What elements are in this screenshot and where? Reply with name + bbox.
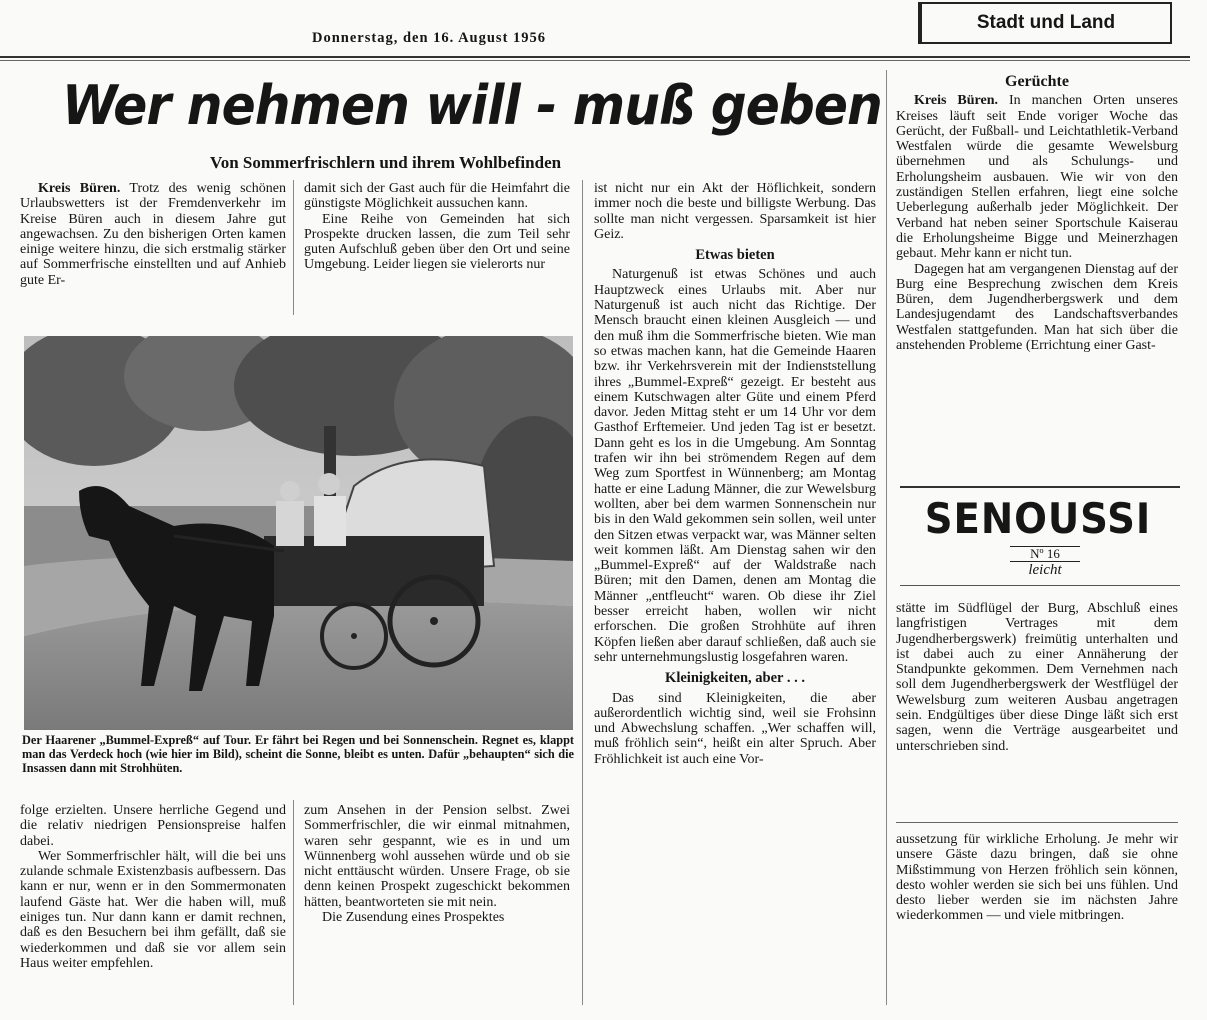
section-title: Stadt und Land (976, 12, 1116, 33)
article-paragraph: Das sind Kleinigkeiten, die aber außerordentlich wichtig sind, weil sie Frohsinn und Abwechslung schaffen. „Wer schaffen will, muß fröhlich sein“, heißt ein alter Spruch. Aber Fröhlichkeit ist auch eine Vor- (594, 690, 876, 767)
article-paragraph: Die Zusendung eines Prospektes (322, 910, 505, 926)
article-paragraph: Wer Sommerfrischler hält, will die bei uns zulande schmale Existenzbasis aufbessern. Das kann er nur, wenn er in den Sommermonaten laufend Gäste hat. Wer die haben will, muß einiges tun. Nur dann kann er damit rechnen, daß es den Besuchern bei ihm gefällt, daß sie wiederkommen und daß sie vor allem sein Haus weiter empfehlen. (20, 848, 286, 971)
sidebar-paragraph: stätte im Südflügel der Burg, Abschluß eines langfristigen Vertrages mit dem Jugendherbergswerk) freimütig unterhalten und ist dabei auch zu einer Annäherung der Standpunkte gekommen. Dem Vernehmen nach soll dem Jugendherbergswerk der Westflügel der Wewelsburg zum weiteren Ausbau angetragen sein. Endgültiges über diese Dinge läßt sich erst sagen, wenn die Verträge ausgearbeitet und unterschrieben sind. (896, 601, 1178, 754)
article-dateline: Kreis Büren. (38, 181, 121, 196)
section-heading: Kleinigkeiten, aber . . . (665, 670, 805, 687)
column-rule (293, 800, 294, 1005)
article-col2-bottom (304, 803, 570, 925)
sidebar-dateline: Kreis Büren. (914, 93, 998, 109)
headline: Wer nehmen will - muß geben (62, 74, 882, 137)
article-paragraph: damit sich der Gast auch für die Heimfahrt die günstigste Möglichkeit aussuchen kann. (304, 181, 570, 212)
subheadline: Von Sommerfrischlern und ihrem Wohlbefinden (210, 153, 562, 172)
column-rule (293, 180, 294, 315)
article-paragraph: Eine Reihe von Gemeinden hat sich Prospekte drucken lassen, die zum Teil sehr guten Aufschluß geben über den Ort und seine Umgebung. Leider liegen sie vielerorts nur (304, 211, 570, 273)
sidebar-heading: Gerüchte (1005, 73, 1069, 90)
article-text: Trotz des wenig schönen Urlaubswetters ist der Fremdenverkehr im Kreise Büren auch in diesem Jahre gut angewachsen. Zu den bisherigen Orten kamen einige weitere hinzu, die sich erstmalig stärker auf Sommerfrische einstellten und auf Anhieb gute Er- (20, 181, 286, 288)
article-col2-top (304, 181, 570, 273)
sidebar-text: In manchen Orten unseres Kreises läuft seit Ende voriger Woche das Gerücht, der Fußball- und Leichtathletik-Verband Westfalen würde die gesamte Wewelsburg übernehmen und als Schulungs- und Erholungsheim ausbauen. Wie wir von den zuständigen Stellen erfahren, liegt eine solche Ueberlegung außerhalb jeder Möglichkeit. Der Verband hat neben seiner Sportschule Kaiserau die Erholungsheime Bigge und Meinerzhagen gebaut. Mehr kann er nicht tun. (896, 93, 1178, 262)
advert-brand: SENOUSSI (924, 494, 1152, 543)
article-col1-bottom (20, 803, 286, 971)
sidebar-top (896, 74, 1178, 353)
column-rule (582, 180, 583, 1005)
header-rule-thin (0, 60, 1190, 61)
article-paragraph: Naturgenuß ist etwas Schönes und auch Hauptzweck eines Urlaubs mit. Aber nur Naturgenuß ist auch nicht das Richtige. Der Mensch braucht einen kleinen Ausgleich — und den muß ihm die Sommerfrische bieten. Wie man so etwas machen kann, hat die Gemeinde Haaren bzw. ihr Verkehrsverein mit der Indienststellung ihres „Bummel-Expreß“ gezeigt. Er besteht aus einem Kutschwagen alter Güte und einem Pferd davor. Jeden Mittag steht er um 14 Uhr vor dem Gasthof Erftemeier. Und jeden Tag ist er besetzt. Dann geht es los in die Umgebung. Am Sonntag trafen wir ihn bei strömendem Regen auf dem Weg zum Sportfest in Wünnenberg; am Montag hatte er eine Ladung Männer, die zur Wewelsburg wollten, aber bei dem warmen Sonnenschein nur bis in den Wald gekommen sein sollen, weil unter den Sitzen etwas verpackt war, was Männer selten weit kommen läßt. Am Dienstag sahen wir den „Bummel-Expreß“ auf der Waldstraße nach Büren; mit den Damen, denen am Montag die Männer „entfleucht“ waren. Ob diese ihr Ziel besser erreicht haben, wollen wir nicht erforschen. Die großen Strohhüte auf ihren Köpfen ließen aber darauf schließen, daß auch sie sehr unternehmungslustig losgefahren waren. (594, 267, 876, 665)
sidebar-rule (896, 822, 1178, 823)
sidebar-bottom (896, 832, 1178, 924)
horse-carriage-photo (24, 336, 573, 730)
article-col3 (594, 181, 876, 767)
advert-number: Nº 16 (1010, 546, 1080, 562)
article-col1-top (20, 181, 286, 288)
article-photo (24, 336, 573, 730)
sidebar-paragraph: Dagegen hat am vergangenen Dienstag auf der Burg eine Besprechung zwischen dem Kreis Büren, dem Jugendherbergswerk und dem Landesjugendamt des Landschaftsverbandes Westfalen stattgefunden. Man hat sich über die anstehenden Probleme (Errichtung einer Gast- (896, 261, 1178, 354)
article-paragraph: ist nicht nur ein Akt der Höflichkeit, sondern immer noch die beste und billigste Werbung. Das sollte man nicht vergessen. Sparsamkeit ist hier Geiz. (594, 181, 876, 242)
senoussi-advert (900, 486, 1180, 586)
column-rule (886, 70, 887, 1005)
header-rule (0, 56, 1190, 58)
sidebar-paragraph: aussetzung für wirkliche Erholung. Je mehr wir unsere Gäste dazu bringen, daß sie ohne Mißstimmung von Herzen fröhlich sein können, desto wohler werden sie sich bei uns fühlen. Und desto lieber werden sie im nächsten Jahre wiederkommen — und viele mitbringen. (896, 832, 1178, 924)
advert-subtitle: leicht (1028, 562, 1062, 578)
section-heading: Etwas bieten (695, 247, 775, 264)
article-paragraph: zum Ansehen in der Pension selbst. Zwei Sommerfrischler, die wir einmal mitnahmen, waren sehr gespannt, wie es in und um Wünnenberg wohl aussehen würde und ob sie nicht enttäuscht würden. Unsere Frage, ob sie denn keinen Prospekt zugeschickt bekommen hätten, beantworteten sie mit nein. (304, 803, 570, 910)
article-paragraph: folge erzielten. Unsere herrliche Gegend und die relativ niedrigen Pensionspreise halfen dabei. (20, 803, 286, 849)
photo-caption: Der Haarener „Bummel-Expreß“ auf Tour. Er fährt bei Regen und bei Sonnenschein. Regnet es, klappt man das Verdeck hoch (wie hier im Bild), scheint die Sonne, bleibt es unten. Dafür „behaupten“ sich die Insassen dann mit Strohhüten. (22, 733, 574, 776)
section-label (918, 2, 1172, 44)
sidebar-middle (896, 601, 1178, 754)
dateline: Donnerstag, den 16. August 1956 (312, 30, 547, 46)
